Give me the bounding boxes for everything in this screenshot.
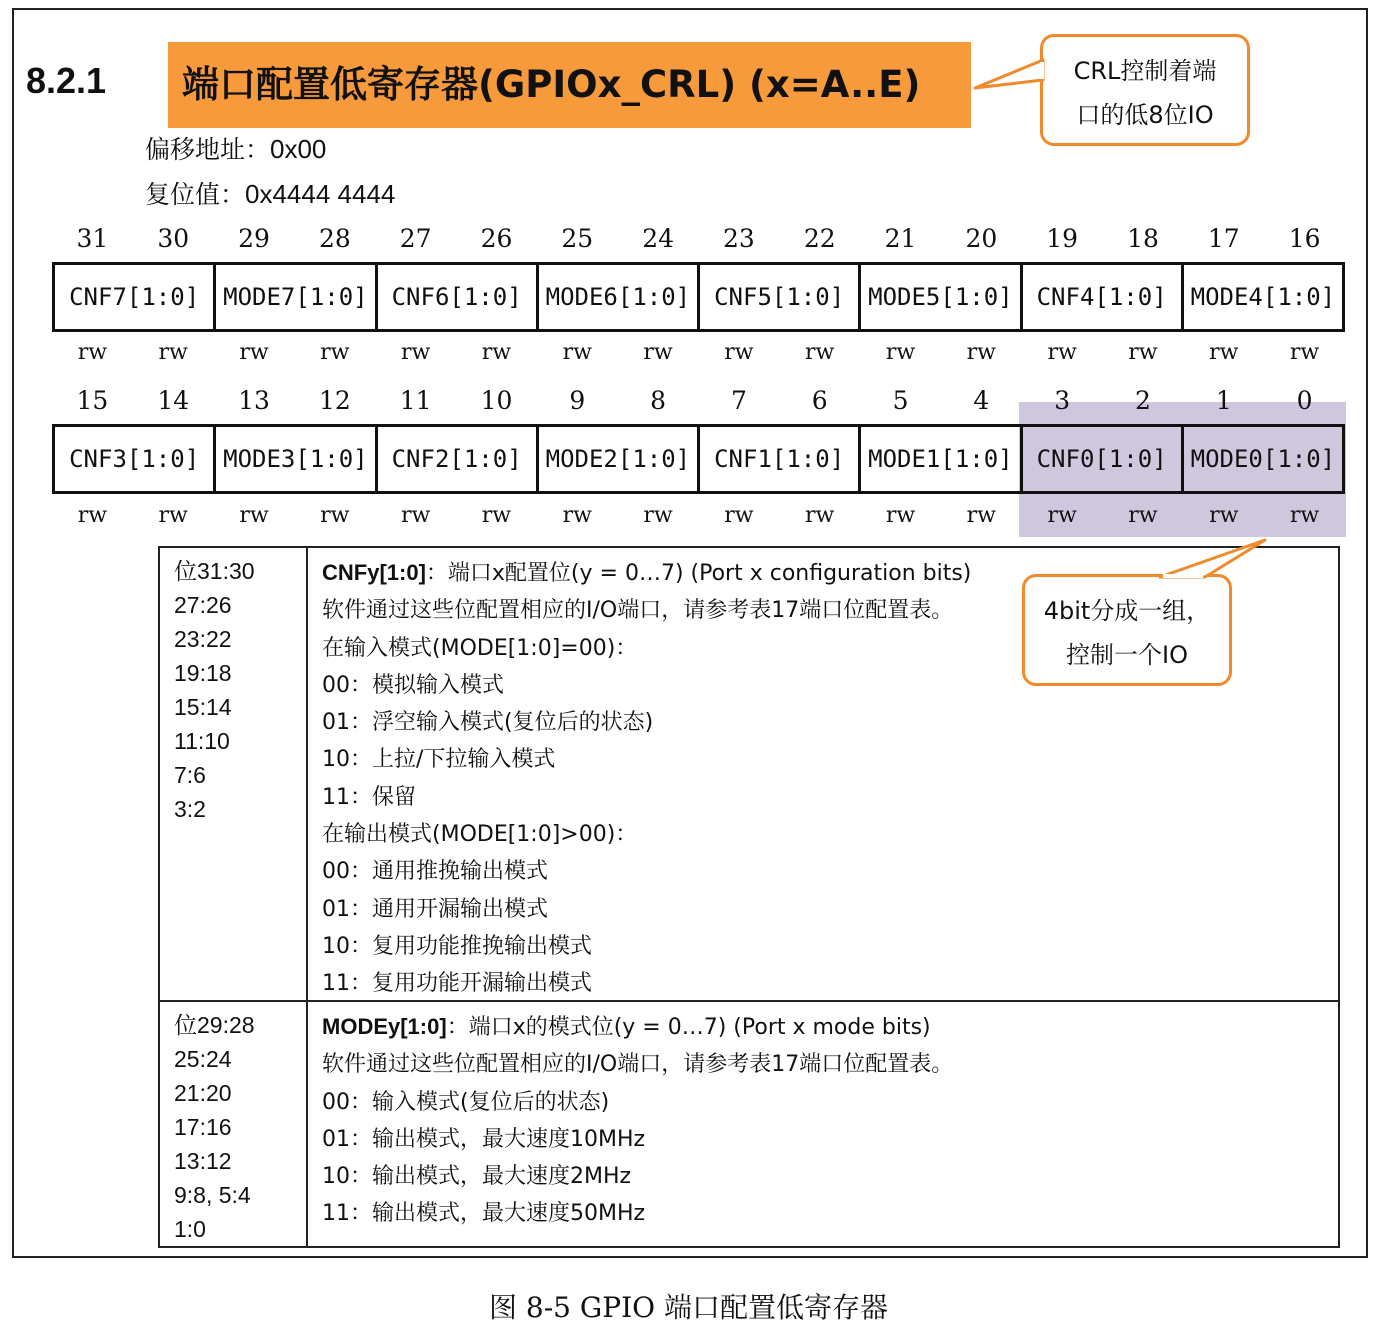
mode-bit-range: 位29:28 [174,1012,255,1038]
bit-number: 20 [965,224,998,253]
cnf-bit-range: 23:22 [174,626,232,652]
access-type: rw [158,503,188,528]
access-type: rw [1047,340,1077,365]
cnf-desc-line: 在输出模式(MODE[1:0]>00)： [322,822,638,848]
access-type: rw [400,340,431,365]
bit-number: 31 [76,224,109,253]
cnf-heading-name: CNFy[1:0] [322,560,426,585]
callout-4bit-pointer [1160,540,1265,577]
cnf-desc-line: 10：上拉/下拉输入模式 [322,747,556,773]
bit-number: 5 [892,386,909,415]
callout-crl-line2: 口的低8位IO [1076,101,1214,129]
access-type: rw [1209,340,1239,365]
access-type: rw [643,503,673,528]
register-field: CNF6[1:0] [375,265,536,329]
register-field: MODE3[1:0] [213,427,374,491]
bit-number: 24 [642,224,674,253]
mode-desc-line: 11：输出模式，最大速度50MHz [322,1201,646,1227]
bit-number: 9 [569,386,586,415]
mode-desc-line: 10：输出模式，最大速度2MHz [322,1164,632,1190]
bit-number: 12 [318,386,351,415]
cnf-desc-line: 00：通用推挽输出模式 [322,859,548,885]
bit-number: 11 [399,386,432,415]
access-type: rw [158,340,188,365]
bit-number: 21 [884,224,917,253]
access-type: rw [643,340,673,365]
reset-value-text: 0x4444 4444 [245,179,396,209]
mode-bit-range: 1:0 [174,1216,206,1242]
bit-number: 26 [480,224,513,253]
register-field: CNF0[1:0] [1020,427,1181,491]
mode-heading-desc: ：端口x的模式位(y = 0…7) (Port x mode bits) [446,1015,931,1040]
mode-bit-range: 21:20 [174,1080,232,1106]
access-type: rw [400,503,431,528]
access-type: rw [77,340,108,365]
section-title: 端口配置低寄存器(GPIOx_CRL) (x=A..E) [168,42,971,128]
access-type: rw [239,340,269,365]
bit-number: 16 [1288,224,1321,253]
bit-number: 1 [1215,386,1232,415]
access-type: rw [966,340,997,365]
cnf-desc-line: 01：通用开漏输出模式 [322,896,548,922]
register-field: CNF1[1:0] [697,427,858,491]
bit-number: 30 [157,224,190,253]
bit-number: 13 [238,386,270,415]
offset-value: 0x00 [270,134,327,164]
access-type: rw [481,340,512,365]
bit-number: 18 [1127,224,1159,253]
cnf-bit-range: 11:10 [174,728,230,754]
callout-4bit-line2: 控制一个IO [1066,641,1188,669]
register-field: CNF7[1:0] [69,283,200,311]
access-type: rw [885,503,916,528]
register-field: CNF2[1:0] [375,427,536,491]
bit-number: 29 [238,224,270,253]
cnf-bit-range: 位31:30 [174,558,255,584]
callout-crl-pointer [975,60,1043,88]
cnf-bit-range: 3:2 [174,796,206,822]
cnf-desc-line: 软件通过这些位配置相应的I/O端口，请参考表17端口位配置表。 [322,598,954,624]
bit-number: 2 [1135,386,1151,415]
access-type: rw [562,503,592,528]
access-type: rw [1289,503,1320,528]
cnf-bit-range: 19:18 [174,660,232,686]
access-type: rw [481,503,512,528]
access-type: rw [239,503,269,528]
offset-label: 偏移地址： [145,135,271,164]
mode-bit-range: 25:24 [174,1046,232,1072]
register-field: MODE7[1:0] [213,265,374,329]
mode-heading-name: MODEy[1:0] [322,1014,447,1039]
bit-number: 22 [803,224,836,253]
mode-bit-range: 9:8, 5:4 [174,1182,251,1208]
access-type: rw [724,503,754,528]
mode-desc-line: 01：输出模式，最大速度10MHz [322,1126,646,1152]
bit-number: 3 [1054,386,1071,415]
access-type: rw [1209,503,1239,528]
figure-caption: 图 8-5 GPIO 端口配置低寄存器 [488,1291,888,1324]
mode-desc-line: 00：输入模式(复位后的状态) [322,1089,610,1115]
bit-number: 25 [561,224,594,253]
bit-number: 0 [1296,386,1313,415]
access-type: rw [1289,340,1320,365]
register-field: MODE6[1:0] [536,265,697,329]
cnf-desc-line: 10：复用功能推挽输出模式 [322,933,592,959]
cnf-desc-line: 01：浮空输入模式(复位后的状态) [322,710,654,736]
cnf-heading-desc: ：端口x配置位(y = 0…7) (Port x configuration bits) [425,561,972,586]
register-field: CNF3[1:0] [69,445,200,473]
cnf-desc-line: 00：模拟输入模式 [322,672,504,698]
access-type: rw [320,340,350,365]
access-type: rw [805,340,835,365]
cnf-bit-range: 7:6 [174,762,206,788]
access-type: rw [966,503,997,528]
access-type: rw [805,503,835,528]
bit-number: 27 [399,224,432,253]
bit-number: 6 [811,386,828,415]
register-field: MODE2[1:0] [536,427,697,491]
register-field: CNF5[1:0] [697,265,858,329]
bit-number: 15 [76,386,109,415]
cnf-desc-line: 11：复用功能开漏输出模式 [322,971,592,997]
access-type: rw [885,340,916,365]
cnf-bit-range: 15:14 [174,694,232,720]
cnf-bit-range: 27:26 [174,592,232,618]
callout-crl-line1: CRL控制着端 [1073,57,1217,85]
register-field: CNF4[1:0] [1020,265,1181,329]
bit-number: 17 [1207,224,1240,253]
mode-desc-line: 软件通过这些位配置相应的I/O端口，请参考表17端口位配置表。 [322,1052,954,1078]
bit-number: 8 [650,386,667,415]
access-type: rw [77,503,108,528]
access-type: rw [724,340,754,365]
mode-bit-range: 17:16 [174,1114,232,1140]
access-type: rw [562,340,592,365]
callout-4bit-line1: 4bit分成一组， [1043,597,1211,625]
cnf-desc-line: 11：保留 [322,784,416,810]
bit-number: 10 [480,386,513,415]
register-field: MODE1[1:0] [858,427,1019,491]
access-type: rw [1128,340,1158,365]
mode-bit-range: 13:12 [174,1148,232,1174]
register-field: MODE5[1:0] [858,265,1019,329]
access-type: rw [1128,503,1158,528]
register-field: MODE0[1:0] [1181,427,1342,491]
bit-number: 14 [157,386,190,415]
section-number: 8.2.1 [26,60,107,101]
bit-number: 4 [973,386,990,415]
access-type: rw [1047,503,1077,528]
register-field: MODE4[1:0] [1181,265,1342,329]
bit-number: 28 [318,224,351,253]
reset-label: 复位值： [145,180,246,209]
bit-number: 19 [1046,224,1079,253]
bit-number: 7 [730,386,747,415]
access-type: rw [320,503,350,528]
bit-number: 23 [723,224,755,253]
cnf-desc-line: 在输入模式(MODE[1:0]=00)： [322,635,638,661]
